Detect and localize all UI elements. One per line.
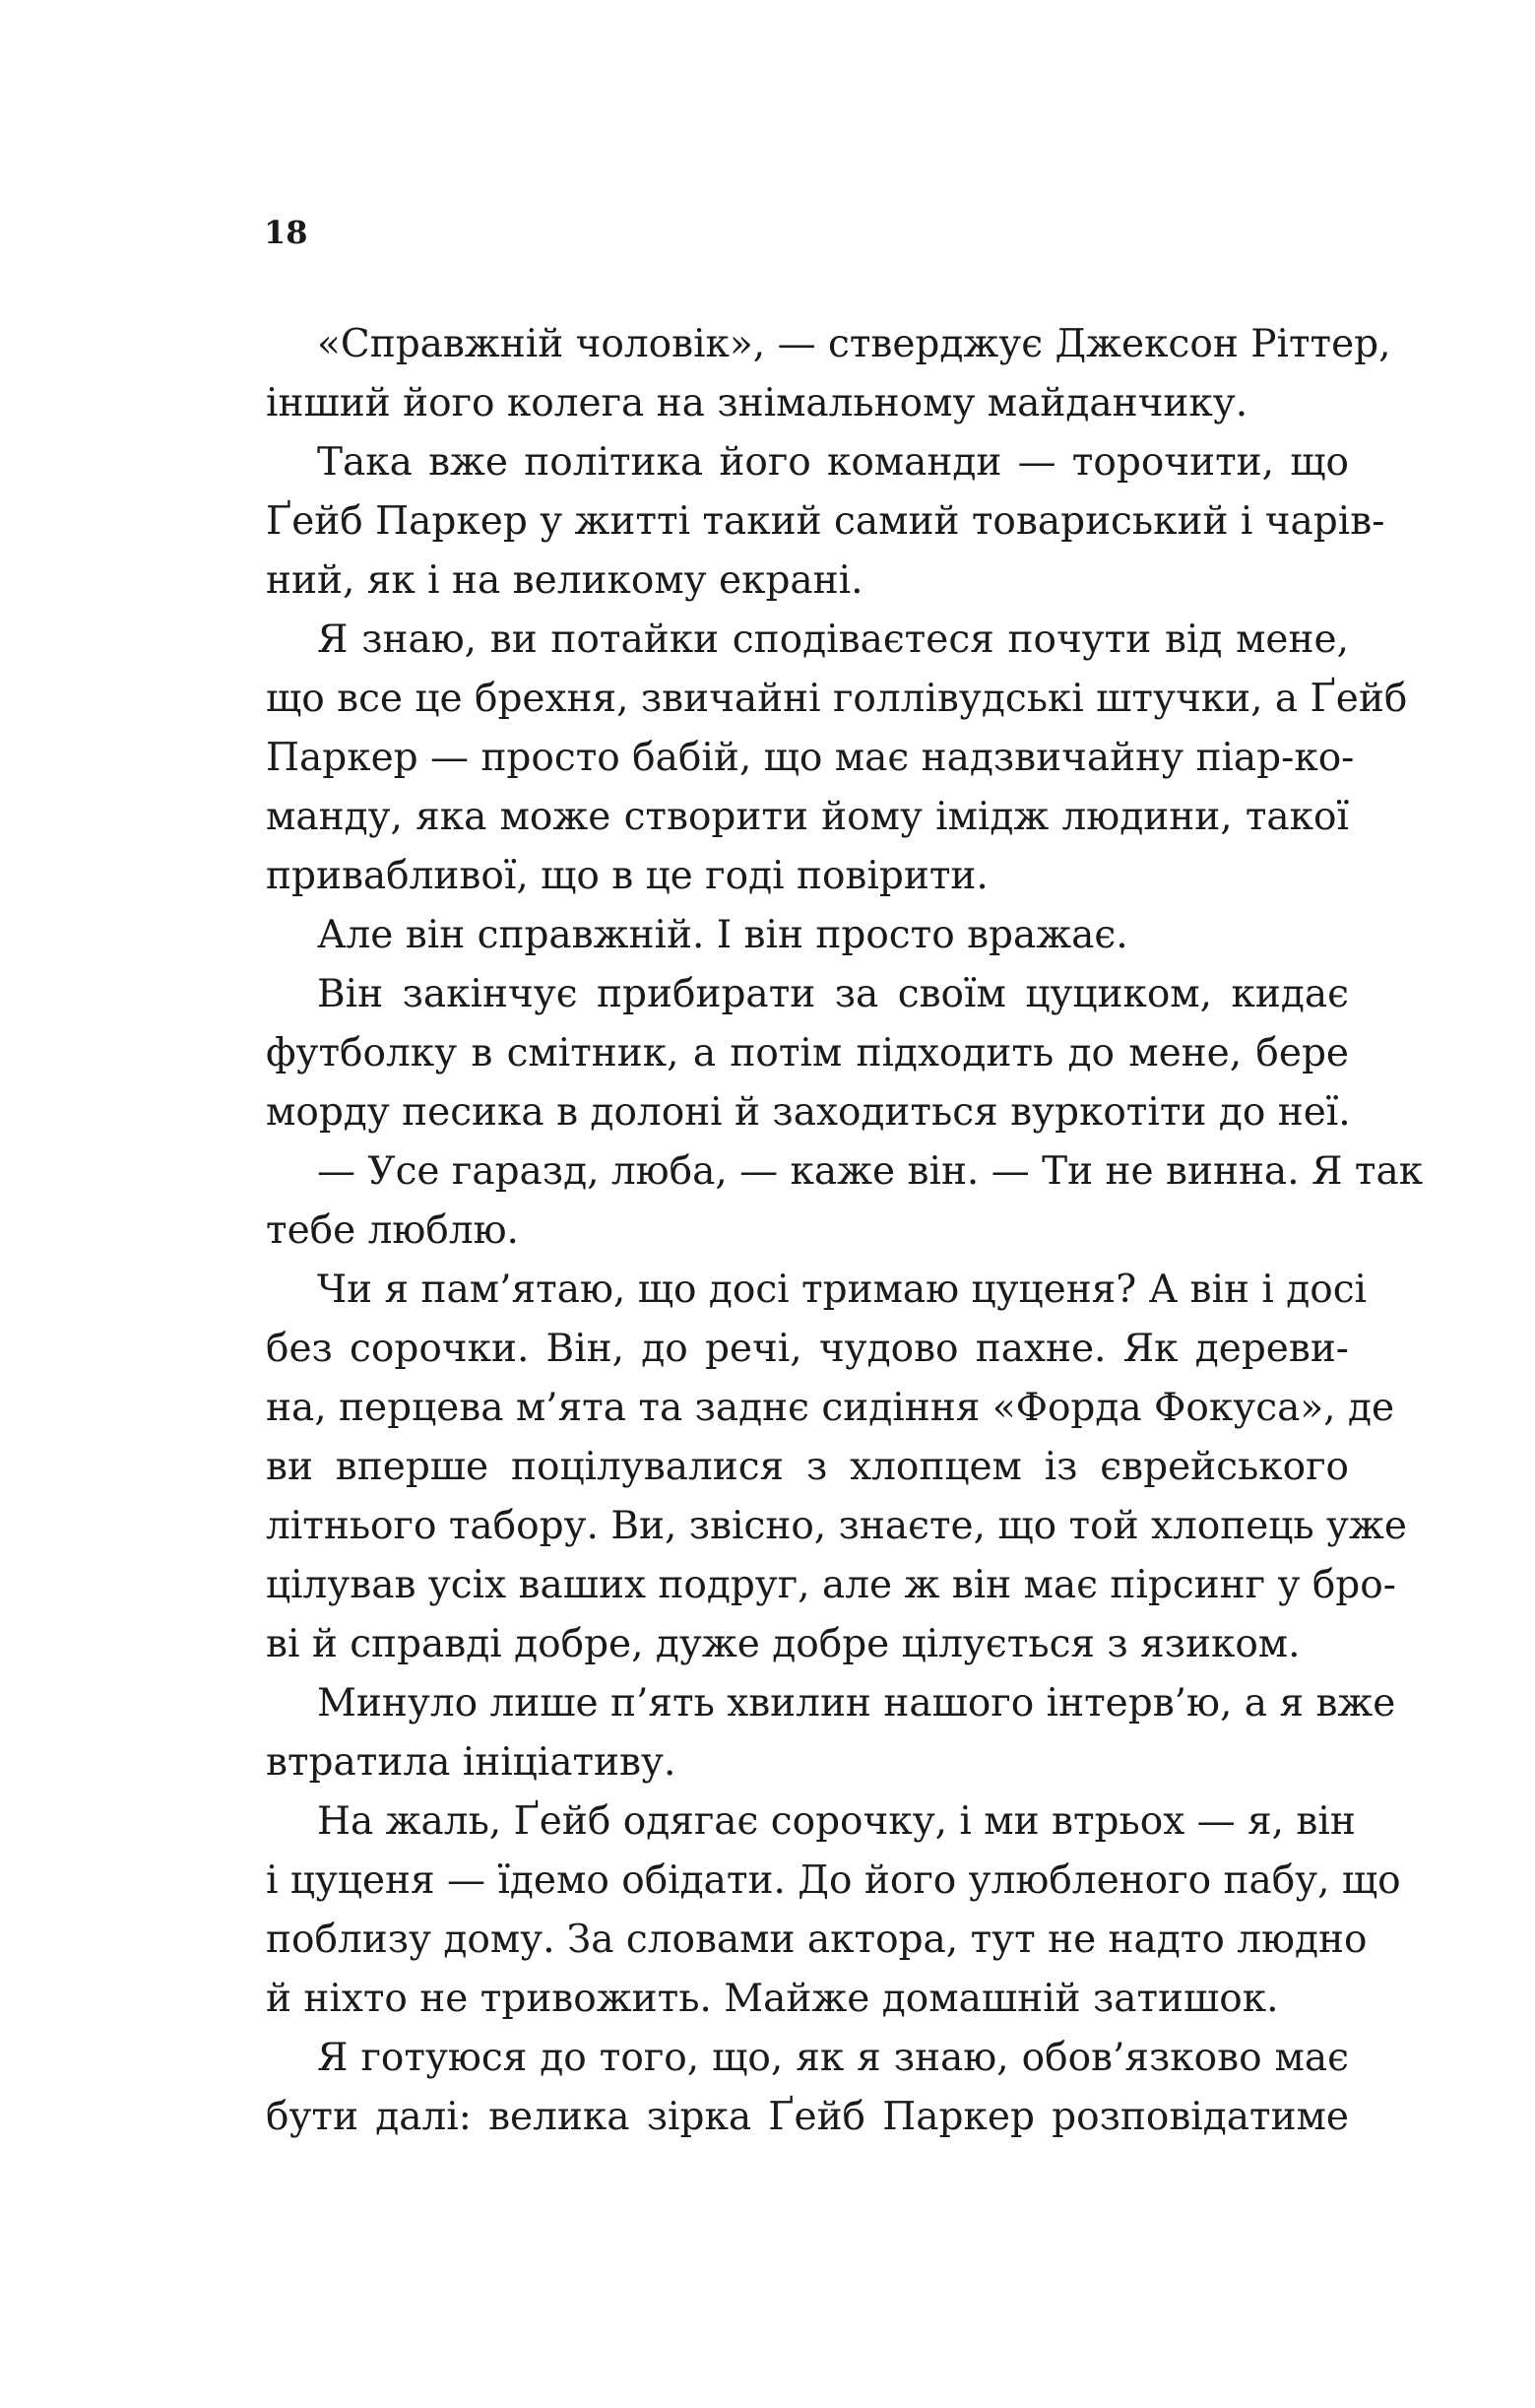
text-line: що все це брехня, звичайні голлівудські штучки, а Ґейб bbox=[266, 677, 1408, 721]
text-line: і цуценя — їдемо обідати. До його улюбленого пабу, що bbox=[266, 1858, 1401, 1903]
text-line: ві й справді добре, дуже добре цілується з язиком. bbox=[266, 1622, 1301, 1666]
text-line: Я знаю, ви потайки сподіваєтеся почути від мене, bbox=[317, 618, 1349, 662]
text-line: На жаль, Ґейб одягає сорочку, і ми втрьох — я, він bbox=[317, 1799, 1356, 1844]
text-line: Чи я пам’ятаю, що досі тримаю цуценя? А він і досі bbox=[317, 1268, 1368, 1312]
text-line: Він закінчує прибирати за своїм цуциком, кидає bbox=[317, 972, 1349, 1016]
text-line: Але він справжній. І він просто вражає. bbox=[317, 913, 1128, 957]
page-number: 18 bbox=[264, 214, 308, 251]
text-line: тебе люблю. bbox=[266, 1208, 519, 1253]
text-line: літнього табору. Ви, звісно, знаєте, що той хлопець уже bbox=[266, 1504, 1407, 1548]
text-line: на, перцева м’ята та заднє сидіння «Форда Фокуса», де bbox=[266, 1386, 1395, 1430]
text-line: морду песика в долоні й заходиться вуркотіти до неї. bbox=[266, 1090, 1351, 1135]
text-line: Паркер — просто бабій, що має надзвичайну піар-ко- bbox=[266, 736, 1355, 780]
text-line: — Усе гаразд, люба, — каже він. — Ти не винна. Я так bbox=[317, 1149, 1424, 1194]
text-line: Ґейб Паркер у житті такий самий товариський і чарів- bbox=[266, 499, 1385, 544]
text-line: поблизу дому. За словами актора, тут не надто людно bbox=[266, 1918, 1368, 1962]
text-line: втратила ініціативу. bbox=[266, 1740, 676, 1785]
text-line: бути далі: велика зірка Ґейб Паркер розповідатиме bbox=[266, 2095, 1349, 2139]
body-text bbox=[266, 315, 1424, 2147]
text-line: без сорочки. Він, до речі, чудово пахне. Як дереви- bbox=[266, 1327, 1349, 1371]
text-line: привабливої, що в це годі повірити. bbox=[266, 854, 989, 898]
text-line: цілував усіх ваших подруг, але ж він має пірсинг у бро- bbox=[266, 1563, 1396, 1607]
text-line: інший його колега на знімальному майданчику. bbox=[266, 381, 1248, 425]
text-line: ний, як і на великому екрані. bbox=[266, 558, 863, 603]
text-line: Така вже політика його команди — торочити, що bbox=[317, 440, 1349, 485]
text-line: манду, яка може створити йому імідж людини, такої bbox=[266, 795, 1349, 839]
text-line: футболку в смітник, а потім підходить до мене, бере bbox=[266, 1031, 1349, 1075]
text-line: й ніхто не тривожить. Майже домашній затишок. bbox=[266, 1977, 1279, 2021]
text-line: Я готуюся до того, що, як я знаю, обов’язково має bbox=[317, 2036, 1349, 2080]
text-line: ви вперше поцілувалися з хлопцем із єврейського bbox=[266, 1445, 1349, 1489]
text-line: Минуло лише п’ять хвилин нашого інтерв’ю, а я вже bbox=[317, 1681, 1396, 1725]
text-line: «Справжній чоловік», — стверджує Джексон Ріттер, bbox=[317, 322, 1391, 366]
